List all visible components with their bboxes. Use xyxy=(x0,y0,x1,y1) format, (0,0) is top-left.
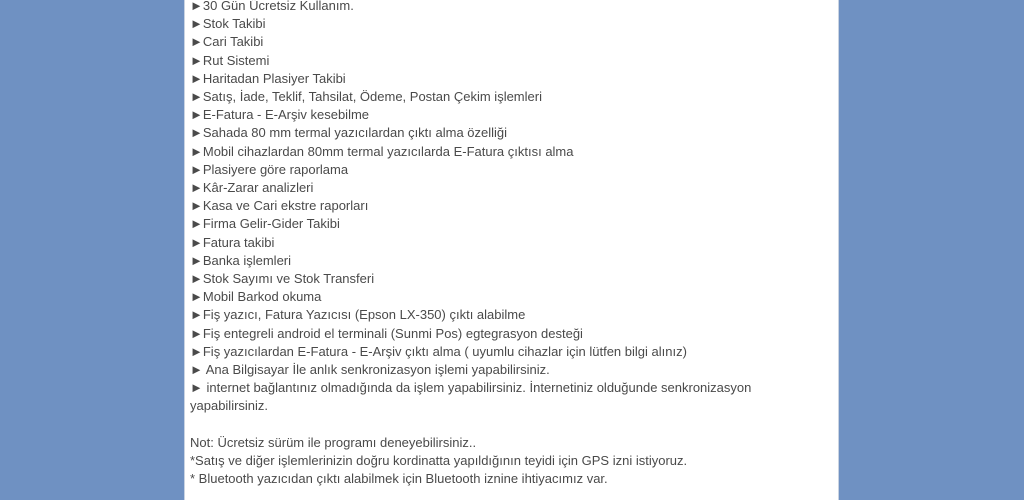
feature-item: ► Ana Bilgisayar İle anlık senkronizasyon işlemi yapabilirsiniz. xyxy=(190,362,550,378)
feature-item: ►Fiş yazıcı, Fatura Yazıcısı (Epson LX-350) çıktı alabilme xyxy=(190,307,526,323)
feature-item: ►Satış, İade, Teklif, Tahsilat, Ödeme, Postan Çekim işlemleri xyxy=(190,89,542,105)
feature-item: ►Fiş entegreli android el terminali (Sunmi Pos) egtegrasyon desteği xyxy=(190,325,583,341)
note-line: Not: Ücretsiz sürüm ile programı deneyebilirsiniz.. xyxy=(190,434,477,450)
feature-item: ►Rut Sistemi xyxy=(190,52,270,68)
feature-item: ►Stok Takibi xyxy=(190,16,266,32)
feature-item: ►Cari Takibi xyxy=(190,34,264,50)
feature-item: ►Mobil Barkod okuma xyxy=(190,289,322,305)
feature-item: ►Haritadan Plasiyer Takibi xyxy=(190,70,346,86)
feature-item: ►Kasa ve Cari ekstre raporları xyxy=(190,198,369,214)
feature-item: ►Stok Sayımı ve Stok Transferi xyxy=(190,271,375,287)
feature-item: ► internet bağlantınız olmadığında da işlem yapabilirsiniz. İnternetiniz olduğunde senkronizasyon yapabilirsiniz. xyxy=(190,380,752,414)
feature-item: ►Mobil cihazlardan 80mm termal yazıcılarda E-Fatura çıktısı alma xyxy=(190,143,574,159)
note-line: *Satış ve diğer işlemlerinizin doğru kordinatta yapıldığının teyidi için GPS izni istiyoruz. xyxy=(190,453,688,469)
note-line: * Bluetooth yazıcıdan çıktı alabilmek için Bluetooth iznine ihtiyacımız var. xyxy=(190,471,608,487)
description-panel xyxy=(184,0,839,500)
feature-item: ►Kâr-Zarar analizleri xyxy=(190,180,314,196)
feature-item: ►Sahada 80 mm termal yazıcılardan çıktı alma özelliği xyxy=(190,125,508,141)
feature-item: ►Fatura takibi xyxy=(190,234,275,250)
feature-item: ►Firma Gelir-Gider Takibi xyxy=(190,216,340,232)
feature-item: ►30 Gün Ücretsiz Kullanım. xyxy=(190,0,354,13)
feature-item: ►Fiş yazıcılardan E-Fatura - E-Arşiv çıktı alma ( uyumlu cihazlar için lütfen bilgi alınız) xyxy=(190,343,687,359)
feature-item: ►E-Fatura - E-Arşiv kesebilme xyxy=(190,107,370,123)
feature-item: ►Banka işlemleri xyxy=(190,252,292,268)
description-text xyxy=(190,0,830,488)
spacer xyxy=(190,416,830,434)
feature-item: ►Plasiyere göre raporlama xyxy=(190,161,349,177)
